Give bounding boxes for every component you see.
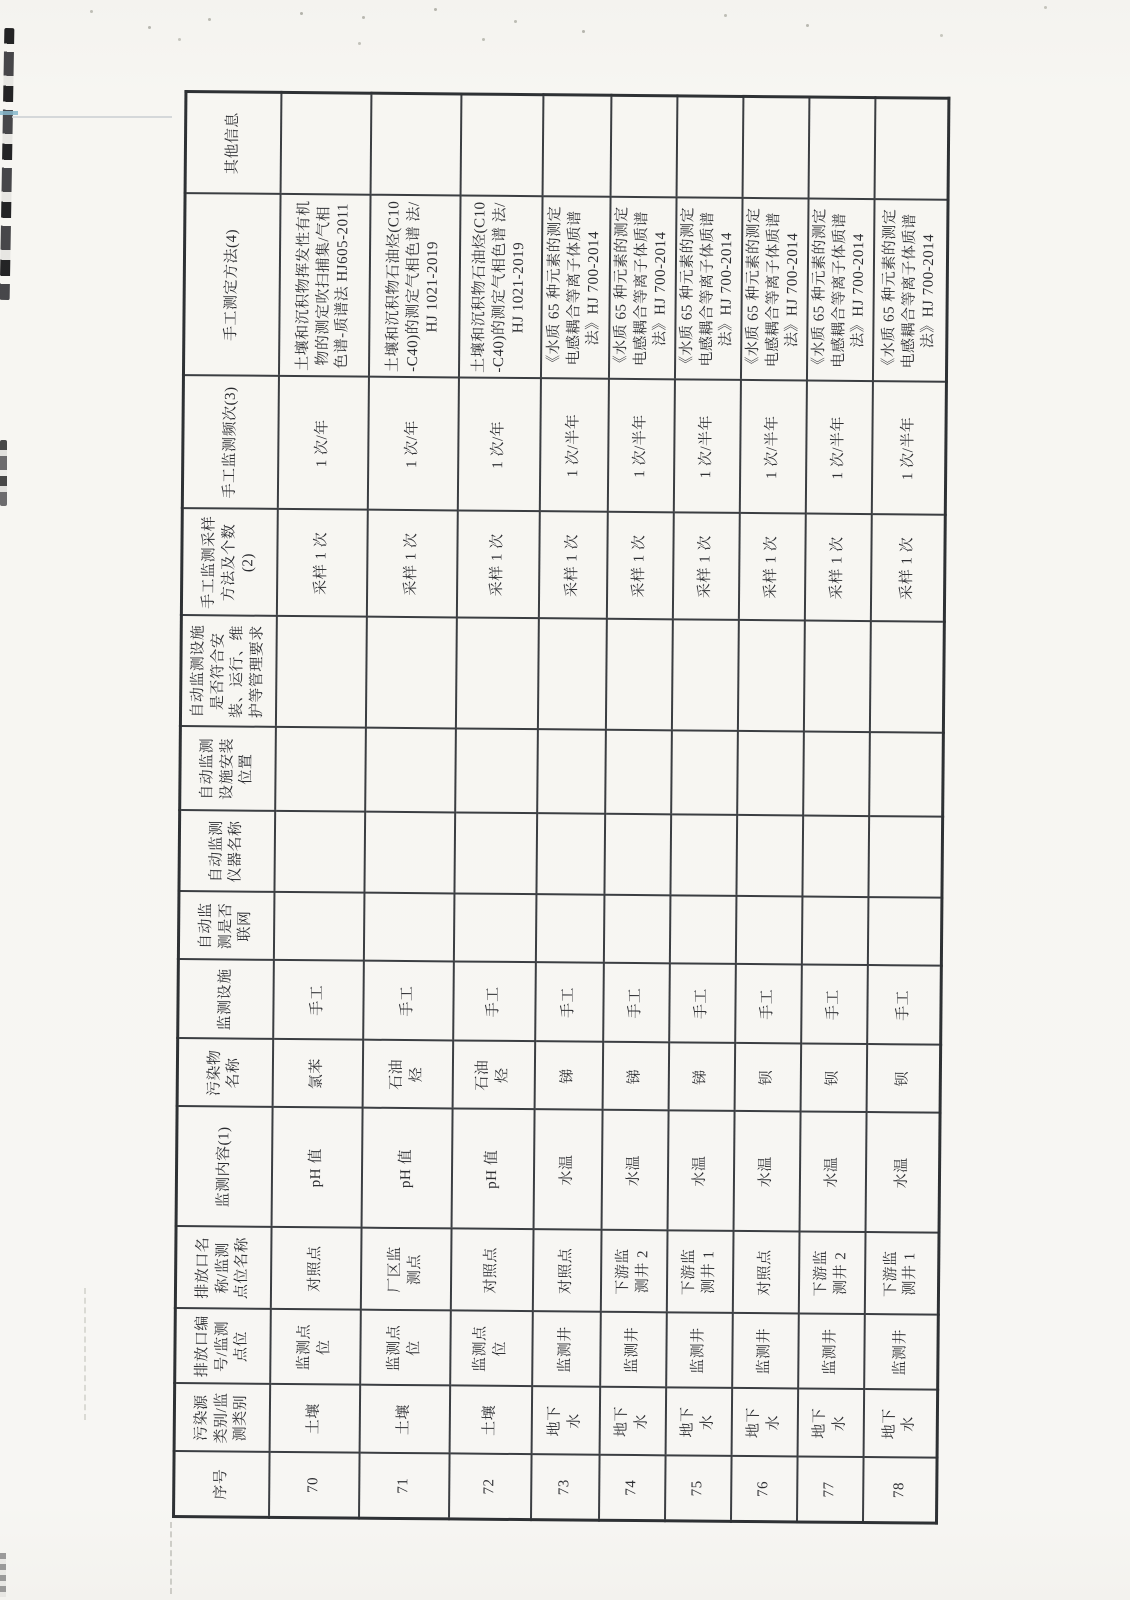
table-cell: 手工: [867, 966, 942, 1046]
table-cell: [670, 815, 737, 897]
table-cell: 土壤和沉积物石油烃(C10-C40)的测定气相色谱 法/HJ 1021-2019: [458, 196, 542, 379]
table-cell: 1 次/半年: [539, 379, 608, 513]
table-cell: 锑: [668, 1043, 735, 1112]
table-cell: 地下 水: [731, 1388, 798, 1457]
table-cell: 采样 1 次: [538, 512, 607, 620]
table-cell: 监测井: [864, 1315, 939, 1391]
header-cell: 自动监测设施 是否符合安 装、运行、维 护等管理要求: [180, 616, 276, 728]
table-cell: 1 次/半年: [871, 382, 946, 516]
table-cell: 下游监 测井 1: [864, 1233, 939, 1316]
table-cell: pH 值: [271, 1107, 362, 1228]
scan-artifact-fold-line-2: [84, 1288, 86, 1420]
table-cell: 手工: [735, 964, 802, 1044]
table-cell: [869, 622, 944, 734]
table-cell: 1 次/半年: [673, 380, 740, 514]
header-cell: 手工测定方法(4): [183, 194, 280, 377]
header-cell: 自动监测 仪器名称: [179, 811, 275, 893]
table-cell: 手工: [603, 963, 670, 1043]
table-cell: 手工: [453, 962, 536, 1042]
table-cell: pH 值: [361, 1108, 452, 1229]
table-cell: 采样 1 次: [672, 513, 739, 621]
scan-artifact-faint-line: [12, 116, 172, 118]
table-cell: 《水质 65 种元素的测定电感耦合等离子体质谱法》HJ 700-2014: [740, 198, 808, 381]
table-cell: 71: [359, 1453, 450, 1519]
table-cell: 采样 1 次: [606, 512, 673, 620]
table-cell: 监测井: [600, 1312, 667, 1388]
table-cell: [275, 616, 366, 728]
table-cell: 石油 烃: [362, 1040, 453, 1109]
table-cell: [542, 95, 611, 198]
table-row: [862, 98, 948, 1524]
table-cell: 钡: [734, 1043, 801, 1112]
header-cell: 其他信息: [185, 92, 281, 195]
table-cell: 《水质 65 种元素的测定电感耦合等离子体质谱法》HJ 700-2014: [872, 200, 948, 383]
table-row: [730, 96, 808, 1522]
table-cell: 土壤和沉积物挥发性有机物的测定吹扫捕集/气相 色谱-质谱法 HJ605-2011: [278, 194, 370, 377]
table-cell: 地下 水: [665, 1388, 732, 1457]
table-cell: 氯苯: [272, 1039, 363, 1108]
table-row: [530, 95, 610, 1521]
table-cell: [537, 619, 606, 731]
table-cell: [454, 813, 537, 895]
table-cell: 72: [449, 1454, 532, 1520]
table-cell: 手工: [669, 964, 736, 1044]
table-cell: 《水质 65 种元素的测定电感耦合等离子体质谱法》HJ 700-2014: [674, 198, 742, 381]
table-cell: 钡: [866, 1045, 941, 1114]
table-cell: [671, 620, 738, 732]
table-cell: 手工: [535, 963, 604, 1043]
table-row: [269, 92, 371, 1518]
header-cell: 自动监测 设施安装 位置: [180, 727, 276, 812]
table-cell: 监测井: [798, 1314, 865, 1390]
table-cell: [364, 812, 455, 894]
table-row: [664, 96, 742, 1522]
table-cell: [868, 817, 943, 899]
table-cell: [537, 730, 606, 815]
table-cell: 监测井: [666, 1313, 733, 1389]
scan-artifact-fold-line: [170, 1522, 172, 1594]
table-cell: 地下 水: [863, 1390, 938, 1459]
table-cell: [280, 92, 371, 195]
table-cell: 水温: [601, 1110, 668, 1231]
table-cell: [802, 816, 869, 898]
table-cell: [869, 733, 944, 818]
table-cell: 采样 1 次: [456, 511, 539, 619]
table-cell: 1 次/半年: [607, 379, 674, 513]
table-cell: 水温: [667, 1111, 734, 1232]
table-cell: [605, 730, 672, 815]
table-cell: [370, 93, 461, 196]
header-cell: 排放口名 称/监测 点位名称: [175, 1227, 271, 1310]
table-cell: [274, 811, 365, 893]
table-cell: 锑: [602, 1042, 669, 1111]
table-cell: 1 次/年: [457, 378, 540, 512]
table-cell: 1 次/年: [367, 377, 458, 511]
table-cell: 手工: [363, 961, 454, 1041]
table-cell: 土壤: [359, 1385, 450, 1454]
table-cell: 1 次/半年: [805, 381, 872, 515]
table-cell: 水温: [799, 1112, 866, 1233]
table-cell: 76: [730, 1456, 797, 1522]
table-cell: [275, 727, 366, 812]
table-cell: 74: [598, 1455, 665, 1521]
table-cell: 土壤: [449, 1386, 532, 1455]
table-cell: 下游监 测井 2: [798, 1232, 865, 1315]
table-cell: 手工: [273, 960, 364, 1040]
table-row: [449, 94, 543, 1520]
table-cell: [737, 731, 804, 816]
table-cell: [874, 98, 949, 201]
table-row: [796, 97, 874, 1523]
table-cell: 土壤和沉积物石油烃(C10-C40)的测定气相色谱 法/HJ 1021-2019: [368, 195, 460, 378]
table-row: [598, 95, 676, 1521]
table-cell: [453, 894, 536, 963]
table-cell: 水温: [733, 1111, 800, 1232]
table-cell: 锑: [534, 1042, 603, 1111]
table-cell: [455, 618, 538, 730]
table-cell: [801, 897, 868, 966]
rotated-table-wrapper: [172, 93, 947, 1525]
table-cell: [455, 729, 538, 814]
table-cell: 73: [530, 1455, 599, 1521]
scan-artifact-left-smudge-small: [0, 440, 7, 506]
header-cell: 污染物 名称: [177, 1039, 273, 1108]
table-cell: [676, 96, 743, 199]
scan-artifact-left-smudge: [0, 28, 14, 300]
table-cell: [365, 617, 456, 729]
table-cell: 钡: [800, 1044, 867, 1113]
table-cell: 地下 水: [797, 1389, 864, 1458]
table-cell: [867, 898, 942, 967]
table-cell: [363, 893, 454, 962]
header-cell: 手工监测频次(3): [182, 376, 278, 510]
table-cell: 78: [862, 1458, 937, 1524]
table-cell: [671, 731, 738, 816]
table-cell: 《水质 65 种元素的测定电感耦合等离子体质谱 法》HJ 700-2014: [806, 199, 874, 382]
table-cell: 对照点: [732, 1231, 799, 1314]
table-cell: 厂区监 测点: [360, 1228, 451, 1311]
table-cell: 75: [664, 1456, 731, 1522]
table-cell: 采样 1 次: [804, 514, 871, 622]
table-cell: [460, 94, 543, 197]
table-cell: 1 次/年: [277, 376, 368, 510]
table-cell: [803, 621, 870, 733]
table-cell: 对照点: [270, 1227, 361, 1310]
table-cell: 监测点 位: [360, 1310, 451, 1386]
table-cell: [605, 619, 672, 731]
table-cell: 采样 1 次: [738, 513, 805, 621]
table-cell: [803, 732, 870, 817]
monitoring-table: [172, 90, 950, 1525]
scan-artifact-bottom-left-smudge: [0, 1553, 6, 1597]
scan-artifact-noise-dots: [300, 12, 303, 15]
header-cell: 监测设施: [178, 960, 274, 1040]
table-cell: [737, 620, 804, 732]
table-cell: 手工: [801, 965, 868, 1045]
table-cell: [610, 95, 677, 198]
table-cell: 77: [796, 1457, 863, 1523]
table-cell: 对照点: [532, 1230, 601, 1313]
header-cell: 污染源 类别/监 测类别: [174, 1384, 270, 1453]
table-cell: [808, 97, 875, 200]
table-cell: 下游监 测井 1: [666, 1231, 733, 1314]
table-cell: [669, 896, 736, 965]
header-cell: 监测内容(1): [176, 1107, 272, 1228]
header-cell: 排放口编 号/监测 点位: [175, 1309, 271, 1385]
table-cell: 地下 水: [599, 1387, 666, 1456]
table-cell: [742, 96, 809, 199]
table-cell: 水温: [865, 1113, 940, 1234]
table-row: [359, 93, 461, 1519]
table-cell: 监测点 位: [270, 1309, 361, 1385]
table-body: [269, 92, 949, 1523]
table-cell: 70: [269, 1452, 360, 1518]
table-cell: 下游监 测井 2: [600, 1230, 667, 1313]
table-cell: [535, 895, 604, 964]
table-cell: 地下 水: [531, 1387, 600, 1456]
table-cell: pH 值: [451, 1109, 534, 1230]
table-cell: 监测点 位: [450, 1311, 533, 1387]
header-cell: 序号: [174, 1452, 270, 1518]
table-cell: 土壤: [269, 1384, 360, 1453]
table-cell: [536, 814, 605, 896]
table-cell: 监测井: [532, 1312, 601, 1388]
table-cell: [736, 815, 803, 897]
table-cell: 采样 1 次: [366, 510, 457, 618]
table-header-row: [174, 92, 281, 1518]
table-cell: 石油 烃: [452, 1041, 535, 1110]
table-cell: 采样 1 次: [870, 515, 945, 623]
table-cell: 《水质 65 种元素的测定电感耦合等离子体质谱 法》HJ 700-2014: [608, 197, 676, 380]
table-cell: [603, 895, 670, 964]
table-cell: 对照点: [450, 1229, 533, 1312]
table-cell: [735, 896, 802, 965]
table-cell: 监测井: [732, 1313, 799, 1389]
table-cell: [273, 892, 364, 961]
table-cell: 《水质 65 种元素的测定电感耦合等离子体质谱法》HJ 700-2014: [540, 197, 610, 380]
table-cell: 1 次/半年: [739, 380, 806, 514]
table-cell: 采样 1 次: [276, 509, 367, 617]
table-cell: [604, 814, 671, 896]
header-cell: 手工监测采样 方法及个数 (2): [181, 509, 277, 617]
scan-artifact-blue-tick: [0, 111, 18, 115]
table-cell: 水温: [533, 1110, 602, 1231]
table-cell: [365, 728, 456, 813]
header-cell: 自动监 测是否 联网: [178, 892, 274, 961]
